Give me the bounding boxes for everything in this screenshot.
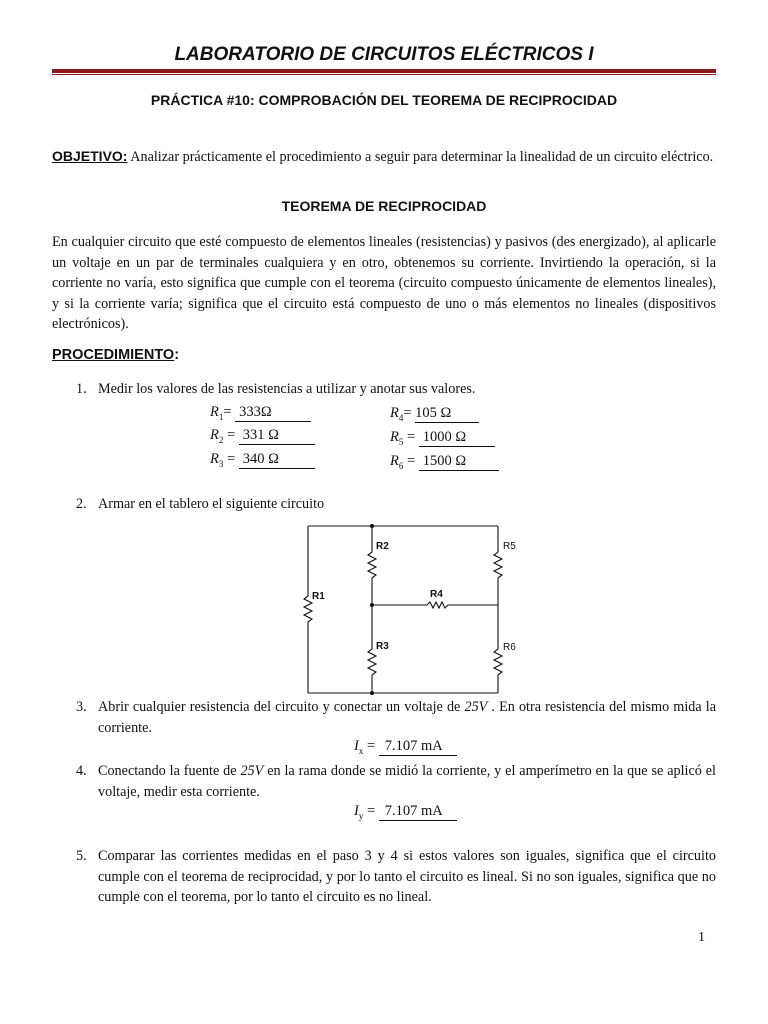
- resistor-symbol: R: [210, 427, 219, 443]
- equals-sign: =: [363, 803, 379, 819]
- resistor-value: 340 Ω: [239, 451, 315, 469]
- resistor-value-r6: [390, 453, 499, 471]
- node-top: [370, 524, 374, 528]
- resistor-symbol: R: [390, 453, 399, 469]
- resistor-value-r2: [210, 427, 315, 445]
- circuit-wires: [304, 526, 502, 693]
- header-divider: [52, 69, 716, 75]
- label-r4: R4: [430, 589, 443, 600]
- procedure-step-3: [76, 697, 716, 738]
- resistor-r2-symbol: [368, 552, 376, 578]
- label-r2: R2: [376, 541, 389, 552]
- resistor-value: 1000 Ω: [419, 429, 495, 447]
- measurement-ix: [354, 738, 457, 756]
- measurement-iy: [354, 803, 457, 821]
- equals-sign: =: [223, 427, 239, 443]
- step-number: 5.: [76, 848, 87, 864]
- theorem-title: TEOREMA DE RECIPROCIDAD: [281, 198, 487, 214]
- resistor-symbol: R: [390, 405, 399, 421]
- resistor-value: 1500 Ω: [419, 453, 499, 471]
- resistor-value-r4: [390, 405, 479, 423]
- resistor-subscript: 6: [398, 460, 404, 471]
- equals-sign: =: [223, 404, 236, 420]
- resistor-r3-symbol: [368, 649, 376, 675]
- procedure-step-5: [76, 846, 716, 908]
- objective-text: Analizar prácticamente el procedimiento a seguir para determinar la linealidad de un circuito eléctrico.: [127, 149, 714, 165]
- current-value: 7.107 mA: [379, 738, 457, 756]
- page-number: 1: [698, 930, 705, 945]
- step-number: 1.: [76, 381, 87, 397]
- equals-sign: =: [363, 738, 379, 754]
- equals-sign: =: [403, 453, 419, 469]
- equals-sign: =: [403, 405, 416, 421]
- procedure-heading: [52, 347, 179, 363]
- resistor-r1-symbol: [304, 596, 312, 622]
- resistor-subscript: 4: [398, 412, 404, 423]
- step-text: Comparar las corrientes medidas en el paso 3 y 4 si estos valores son iguales, significa que el circuito cumple con el teorema de reciprocidad, y por lo tanto el circuito es lineal. Si no son iguales, significa que no cumple con el teorema, por lo tanto el circuito es no lineal.: [98, 848, 716, 905]
- resistor-subscript: 2: [218, 434, 224, 445]
- step-number: 4.: [76, 763, 87, 779]
- voltage-value: 25V: [464, 699, 488, 715]
- resistor-value-r3: [210, 451, 315, 469]
- resistor-symbol: R: [390, 429, 399, 445]
- objective-label: OBJETIVO:: [52, 148, 128, 164]
- step-text-part: en la rama donde se midió la corriente, y el amperímetro en la que se aplicó el voltaje, medir esta corriente.: [98, 763, 716, 800]
- current-symbol: I: [354, 803, 359, 819]
- current-value: 7.107 mA: [379, 803, 457, 821]
- procedure-step-2: [76, 494, 716, 515]
- circuit-diagram: [290, 518, 520, 700]
- resistor-value-r1: [210, 404, 311, 422]
- label-r5: R5: [503, 541, 516, 552]
- current-subscript: y: [358, 810, 364, 821]
- equals-sign: =: [403, 429, 419, 445]
- objective-paragraph: [52, 146, 716, 168]
- procedure-step-1: [76, 379, 716, 400]
- step-text: [76, 761, 716, 802]
- step-text: Medir los valores de las resistencias a utilizar y anotar sus valores.: [98, 381, 476, 397]
- label-r1: R1: [312, 591, 325, 602]
- resistor-value: 333Ω: [235, 404, 311, 422]
- procedure-step-4: [76, 761, 716, 802]
- resistor-r6-symbol: [494, 649, 502, 675]
- equals-sign: =: [223, 451, 239, 467]
- resistor-symbol: R: [210, 451, 219, 467]
- resistor-value-r5: [390, 429, 495, 447]
- procedure-heading-colon: :: [174, 347, 180, 363]
- resistor-value: 331 Ω: [239, 427, 315, 445]
- label-r6: R6: [503, 642, 516, 653]
- resistor-r5-symbol: [494, 552, 502, 578]
- practice-title: PRÁCTICA #10: COMPROBACIÓN DEL TEOREMA DE RECIPROCIDAD: [150, 92, 618, 108]
- resistor-value: 105 Ω: [415, 405, 479, 423]
- step-text: Armar en el tablero el siguiente circuito: [98, 496, 325, 512]
- step-text-part: Conectando la fuente de: [98, 763, 241, 779]
- resistor-r4-symbol: [427, 602, 448, 608]
- current-subscript: x: [358, 745, 364, 756]
- resistor-subscript: 3: [218, 458, 224, 469]
- label-r3: R3: [376, 641, 389, 652]
- step-number: 3.: [76, 699, 87, 715]
- voltage-value: 25V: [240, 763, 264, 779]
- step-text-part: Abrir cualquier resistencia del circuito y conectar un voltaje de: [98, 699, 465, 715]
- current-symbol: I: [354, 738, 359, 754]
- step-text: [76, 697, 716, 738]
- procedure-heading-label: PROCEDIMIENTO: [52, 347, 175, 363]
- node-bottom: [370, 691, 374, 695]
- resistor-subscript: 5: [398, 436, 404, 447]
- theorem-paragraph: En cualquier circuito que esté compuesto de elementos lineales (resistencias) y pasivos (des energizado), al aplicarle un voltaje en un par de terminales cualquiera y en otro, obtenemos su corriente. Invirtiendo la operación, si la corriente no varía, esto significa que cumple con el teorema (circuito compuesto únicamente de elementos lineales), y si la corriente varía; significa que el circuito está compuesto de uno o más elementos no lineales (dispositivos electrónicos).: [52, 234, 716, 332]
- resistor-symbol: R: [210, 404, 219, 420]
- step-number: 2.: [76, 496, 87, 512]
- node-middle: [370, 603, 374, 607]
- resistor-subscript: 1: [218, 411, 224, 422]
- document-header-title: LABORATORIO DE CIRCUITOS ELÉCTRICOS I: [174, 44, 594, 65]
- step-text-part: . En otra resistencia del mismo mida la corriente.: [98, 699, 717, 736]
